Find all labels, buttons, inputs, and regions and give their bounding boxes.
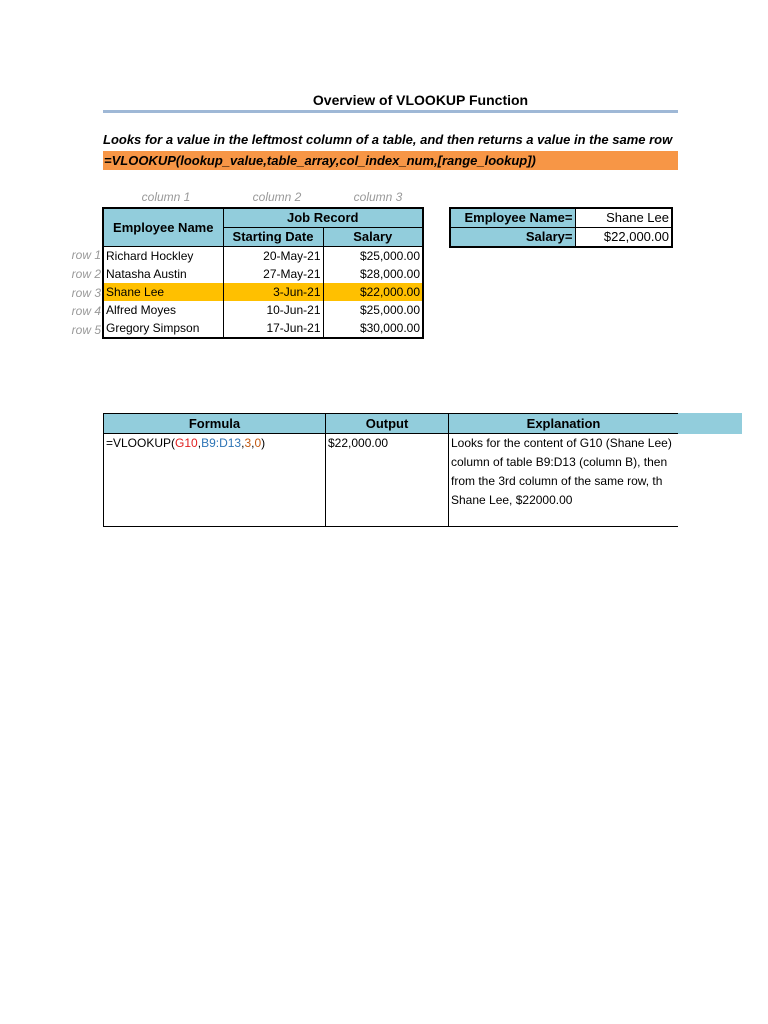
header-output[interactable]: Output — [326, 414, 449, 434]
formula-prefix: =VLOOKUP( — [106, 436, 176, 450]
cell-name[interactable]: Richard Hockley — [103, 247, 223, 266]
cell-date[interactable]: 17-Jun-21 — [223, 319, 323, 338]
cell-date[interactable]: 27-May-21 — [223, 265, 323, 283]
header-job-record[interactable]: Job Record — [223, 208, 423, 228]
function-syntax: =VLOOKUP(lookup_value,table_array,col_index_num,[range_lookup]) — [103, 151, 678, 170]
formula-arg-table-array: B9:D13 — [201, 436, 242, 450]
cell-name[interactable]: Alfred Moyes — [103, 301, 223, 319]
column-label-2: column 2 — [252, 190, 302, 204]
cell-formula[interactable] — [104, 434, 326, 527]
header-salary[interactable]: Salary — [323, 228, 423, 247]
formula-arg-lookup-value: G10 — [175, 436, 198, 450]
column-label-3: column 3 — [353, 190, 403, 204]
row-label-1: row 1 — [71, 248, 101, 262]
function-description: Looks for a value in the leftmost column of a table, and then returns a value in the same row — [103, 132, 673, 147]
table-row — [104, 434, 679, 527]
explanation-line: Looks for the content of G10 (Shane Lee) — [451, 436, 672, 450]
explanation-line: column of table B9:D13 (column B), then — [451, 455, 668, 469]
column-label-1: column 1 — [141, 190, 191, 204]
header-overflow-cell — [678, 413, 742, 434]
row-label-2: row 2 — [71, 267, 101, 281]
cell-name[interactable]: Natasha Austin — [103, 265, 223, 283]
lookup-salary-value[interactable]: $22,000.00 — [575, 228, 672, 248]
formula-separator: , — [251, 436, 255, 450]
header-formula[interactable]: Formula — [104, 414, 326, 434]
formula-arg-col-index: 3 — [244, 436, 252, 450]
table-row — [103, 265, 423, 283]
formula-table — [103, 413, 678, 527]
table-row — [103, 319, 423, 338]
row-label-4: row 4 — [71, 304, 101, 318]
lookup-name-value[interactable]: Shane Lee — [575, 208, 672, 228]
header-explanation[interactable]: Explanation — [449, 414, 679, 434]
cell-output[interactable]: $22,000.00 — [326, 434, 449, 527]
cell-salary[interactable]: $25,000.00 — [323, 301, 423, 319]
cell-salary[interactable]: $30,000.00 — [323, 319, 423, 338]
cell-date[interactable]: 20-May-21 — [223, 247, 323, 266]
formula-arg-range-lookup: 0 — [254, 436, 262, 450]
row-label-5: row 5 — [71, 323, 101, 337]
explanation-line: from the 3rd column of the same row, th — [451, 474, 663, 488]
lookup-table — [449, 207, 673, 248]
cell-salary[interactable]: $22,000.00 — [323, 283, 423, 301]
cell-salary[interactable]: $28,000.00 — [323, 265, 423, 283]
cell-salary[interactable]: $25,000.00 — [323, 247, 423, 266]
employee-table — [102, 207, 424, 339]
lookup-salary-label[interactable]: Salary= — [450, 228, 575, 248]
page-title: Overview of VLOOKUP Function — [312, 92, 529, 108]
cell-explanation[interactable] — [449, 434, 679, 527]
cell-date[interactable]: 10-Jun-21 — [223, 301, 323, 319]
table-row — [103, 301, 423, 319]
cell-name[interactable]: Gregory Simpson — [103, 319, 223, 338]
formula-suffix: ) — [261, 436, 266, 450]
formula-separator: , — [197, 436, 202, 450]
explanation-line: Shane Lee, $22000.00 — [451, 493, 573, 507]
table-row — [103, 247, 423, 266]
title-underline — [103, 110, 678, 113]
row-label-3: row 3 — [71, 286, 101, 300]
header-starting-date[interactable]: Starting Date — [223, 228, 323, 247]
cell-name[interactable]: Shane Lee — [103, 283, 223, 301]
table-row-highlighted — [103, 283, 423, 301]
lookup-name-label[interactable]: Employee Name= — [450, 208, 575, 228]
cell-date[interactable]: 3-Jun-21 — [223, 283, 323, 301]
header-employee-name[interactable]: Employee Name — [103, 208, 223, 247]
formula-separator: , — [241, 436, 245, 450]
